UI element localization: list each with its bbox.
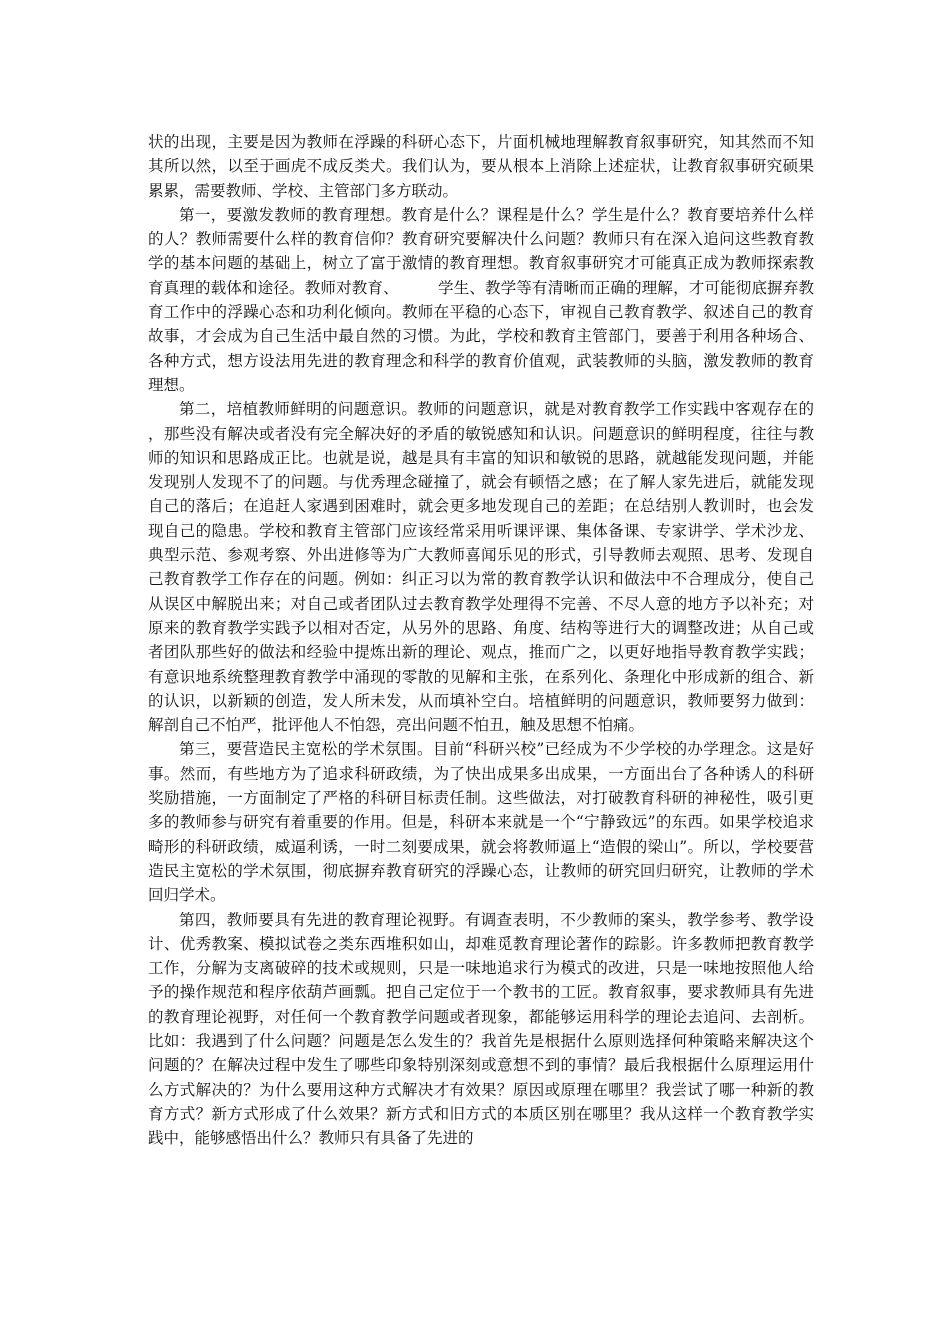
paragraph-fourth-point: 第四，教师要具有先进的教育理论视野。有调查表明，不少教师的案头，教学参考、教学设计、优秀教案、模拟试卷之类东西堆积如山，却难觅教育理论著作的踪影。许多教师把教育教学工作，分解为支离破碎的技术或规则，只是一味地追求行为模式的改进，只是一味地按照他人给予的操作规范和程序依葫芦画瓢。把自己定位于一个教书的工匠。教育叙事，要求教师具有先进的教育理论视野，对任何一个教育教学问题或者现象，都能够运用科学的理论去追问、去剖析。比如：我遇到了什么问题？问题是怎么发生的？我首先是根据什么原则选择何种策略来解决这个问题的？在解决过程中发生了哪些印象特别深刻或意想不到的事情？最后我根据什么原理运用什么方式解决的？为什么要用这种方式解决才有效果？原因或原理在哪里？我尝试了哪一种新的教育方式？新方式形成了什么效果？新方式和旧方式的本质区别在哪里？我从这样一个教育教学实践中，能够感悟出什么？教师只有具备了先进的 xyxy=(148,910,814,1148)
paragraph-continued: 状的出现，主要是因为教师在浮躁的科研心态下，片面机械地理解教育叙事研究，知其然而不知其所以然，以至于画虎不成反类犬。我们认为，要从根本上消除上述症状，让教育叙事研究硕果累累，需要教师、学校、主管部门多方联动。 xyxy=(148,133,814,200)
paragraph-second-point: 第二，培植教师鲜明的问题意识。教师的问题意识，就是对教育教学工作实践中客观存在的，那些没有解决或者没有完全解决好的矛盾的敏锐感知和认识。问题意识的鲜明程度，往往与教师的知识和思路成正比。也就是说，越是具有丰富的知识和敏锐的思路，就越能发现问题，并能发现别人发现不了的问题。与优秀理念碰撞了，就会有顿悟之感；在了解人家先进后，就能发现自己的落后；在追赶人家遇到困难时，就会更多地发现自己的差距；在总结别人教训时，也会发现自己的隐患。学校和教育主管部门应该经常采用听课评课、集体备课、专家讲学、学术沙龙、典型示范、参观考察、外出进修等为广大教师喜闻乐见的形式，引导教师去观照、思考、发现自己教育教学工作存在的问题。例如：纠正习以为常的教育教学认识和做法中不合理成分，使自己从误区中解脱出来；对自己或者团队过去教育教学处理得不完善、不尽人意的地方予以补充；对原来的教育教学实践予以相对否定，从另外的思路、角度、结构等进行大的调整改进；从自己或者团队那些好的做法和经验中提炼出新的理论、观点，推而广之，以更好地指导教育教学实践；有意识地系统整理教育教学中涌现的零散的见解和主张，在系列化、条理化中形成新的组合、新的认识，以新颖的创造，发人所未发，从而填补空白。培植鲜明的问题意识，教师要努力做到：解剖自己不怕严，批评他人不怕怨，亮出问题不怕丑，触及思想不怕痛。 xyxy=(148,400,814,735)
body-text xyxy=(148,130,814,1150)
paragraph-first-point: 第一，要激发教师的教育理想。教育是什么？课程是什么？学生是什么？教育要培养什么样的人？教师需要什么样的教育信仰？教育研究要解决什么问题？教师只有在深入追问这些教育教学的基本问题的基础上，树立了富于激情的教育理想。教育叙事研究才可能真正成为教师探索教育真理的载体和途径。教师对教育、 学生、教学等有清晰而正确的理解，才可能彻底摒弃教育工作中的浮躁心态和功利化倾向。教师在平稳的心态下，审视自己教育教学、叙述自己的教育故事，才会成为自己生活中最自然的习惯。为此，学校和教育主管部门，要善于利用各种场合、各种方式，想方设法用先进的教育理念和科学的教育价值观，武装教师的头脑，激发教师的教育理想。 xyxy=(148,205,814,394)
paragraph-third-point: 第三，要营造民主宽松的学术氛围。目前“科研兴校”已经成为不少学校的办学理念。这是好事。然而，有些地方为了追求科研政绩，为了快出成果多出成果，一方面出台了各种诱人的科研奖励措施，一方面制定了严格的科研目标责任制。这些做法，对打破教育科研的神秘性，吸引更多的教师参与研究有着重要的作用。但是，科研本来就是一个“宁静致远”的东西。如果学校追求畸形的科研政绩，威逼利诱，一时二刻要成果，就会将教师逼上“造假的梁山”。所以，学校要营造民主宽松的学术氛围，彻底摒弃教育研究的浮躁心态，让教师的研究回归研究，让教师的学术回归学术。 xyxy=(148,740,814,905)
